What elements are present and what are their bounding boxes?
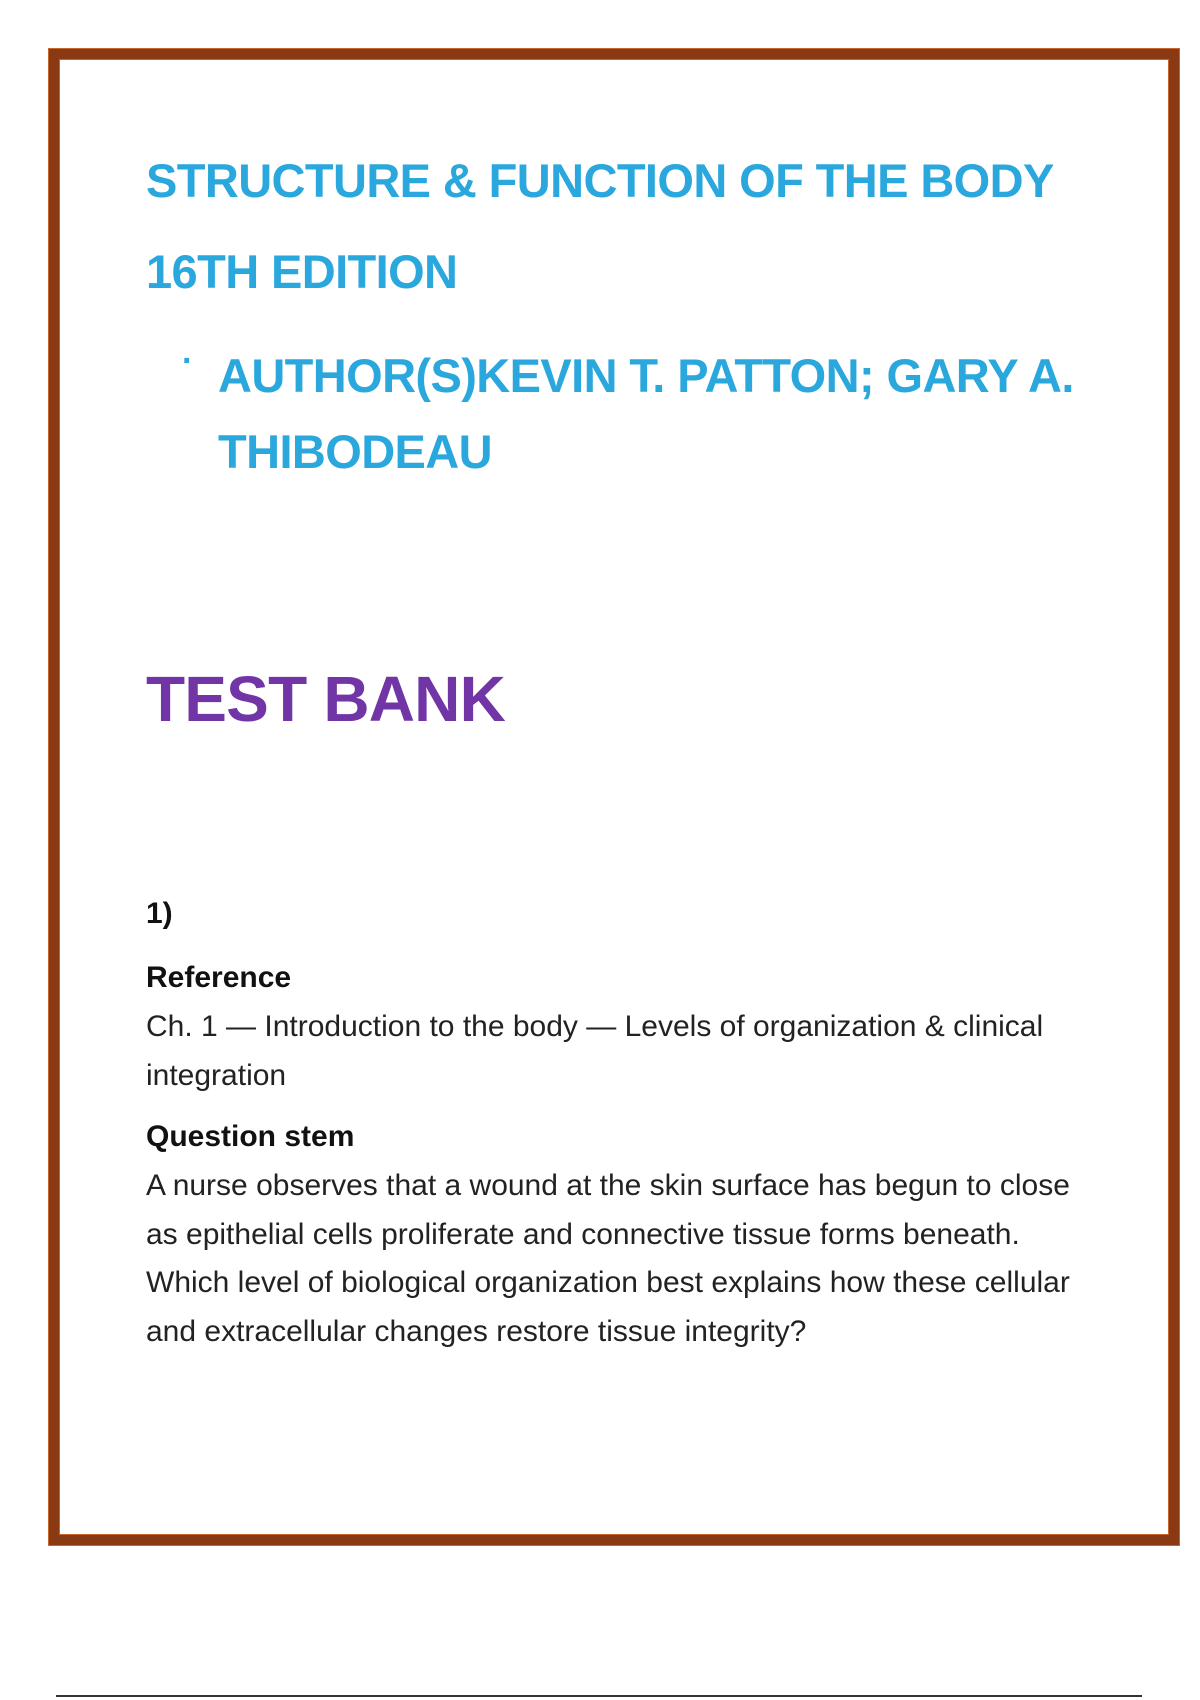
bottom-divider bbox=[56, 1695, 1142, 1697]
author-line: AUTHOR(S)KEVIN T. PATTON; GARY A. THIBODEAU bbox=[218, 349, 1074, 478]
question-number: 1) bbox=[146, 897, 173, 930]
reference-text: Ch. 1 — Introduction to the body — Levels of organization & clinical integration bbox=[146, 1010, 1044, 1092]
book-edition: 16TH EDITION bbox=[146, 245, 458, 298]
author-bullet-icon: · bbox=[182, 342, 194, 380]
book-title-line-1: STRUCTURE & FUNCTION OF THE BODY bbox=[146, 154, 1054, 207]
question-stem-text: A nurse observes that a wound at the skin surface has begun to close as epithelial cells proliferate and connective tissue forms beneath. Which level of biological organization best explains how these cellular and extracellular changes restore tissue integrity? bbox=[146, 1169, 1070, 1348]
test-bank-heading: TEST BANK bbox=[146, 663, 506, 735]
question-stem-label: Question stem bbox=[146, 1120, 355, 1153]
reference-label: Reference bbox=[146, 961, 292, 994]
